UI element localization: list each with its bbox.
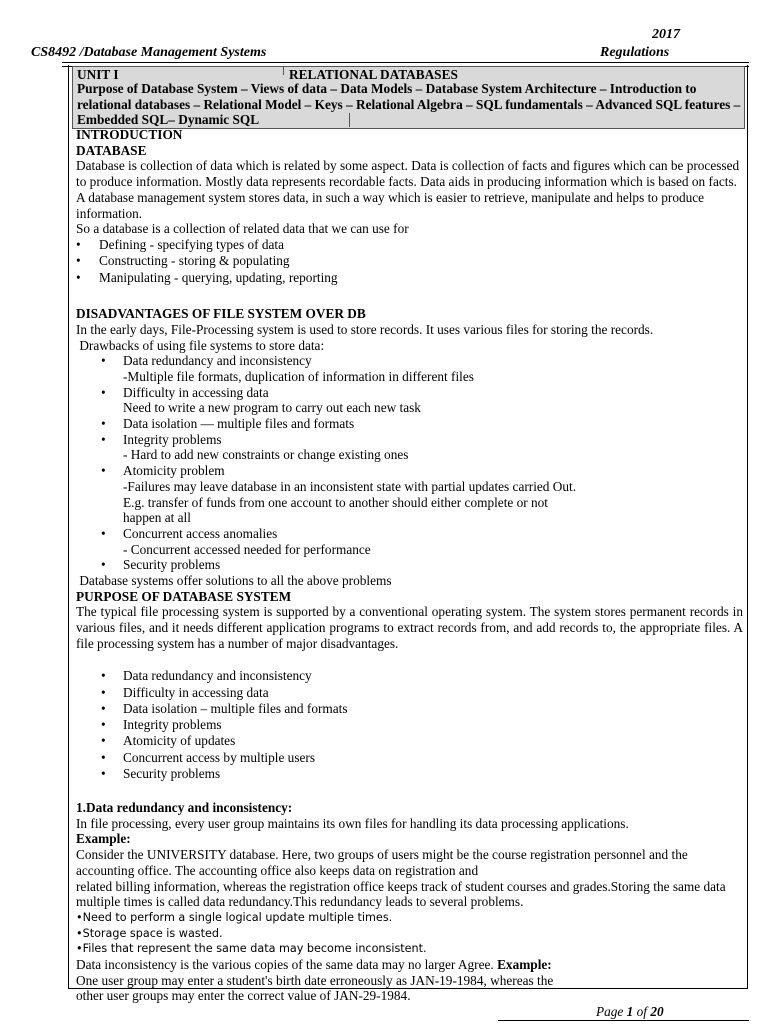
database-heading: DATABASE: [76, 142, 147, 158]
list-item: • Integrity problems: [76, 717, 743, 733]
page-of: of: [633, 1004, 651, 1019]
list-item-detail: -Multiple file formats, duplication of information in different files: [123, 368, 474, 384]
list-item: • Security problems: [76, 766, 743, 782]
list-item: • Manipulating - querying, updating, reporting: [76, 270, 743, 287]
list-item: • Atomicity problem: [76, 463, 743, 479]
example-label: Example:: [76, 831, 131, 847]
redundancy-line: related billing information, whereas the registration office keeps track of student courses and grades.Storing the same data multiple times is called data redundancy.This redundancy leads to several problems.: [76, 878, 726, 910]
inconsistency-line: [76, 957, 743, 973]
list-item: • Integrity problems: [76, 432, 743, 448]
unit-syllabus: Purpose of Database System – Views of data – Data Models – Database System Architecture – Introduction to relational databases – Relational Model – Keys – Relational Algebra – SQL fundamentals – Advanced SQL features – Embedded SQL– Dynamic SQL: [77, 81, 741, 127]
disadvantages-heading: DISADVANTAGES OF FILE SYSTEM OVER DB: [76, 306, 366, 322]
intro-heading: INTRODUCTION: [76, 127, 183, 142]
header-year: 2017: [652, 27, 680, 42]
purpose-paragraph: The typical file processing system is supported by a conventional operating system. The system stores permanent records in various files, and it needs different application programs to extract records from, and add records to, the appropriate files. A file processing system has a number of major disadvantages.: [76, 604, 743, 651]
purpose-heading: PURPOSE OF DATABASE SYSTEM: [76, 588, 292, 604]
list-item: • Difficulty in accessing data: [76, 385, 743, 401]
redundancy-line: In file processing, every user group maintains its own files for handling its data processing applications.: [76, 815, 629, 831]
list-item-detail: Need to write a new program to carry out each new task: [123, 400, 421, 416]
redundancy-problem: •Files that represent the same data may become inconsistent.: [76, 942, 427, 956]
list-item: • Data redundancy and inconsistency: [76, 668, 743, 684]
page-prefix: Page: [596, 1004, 627, 1019]
list-item-detail: E.g. transfer of funds from one account to another should either complete or not: [123, 494, 549, 510]
list-item: • Data isolation – multiple files and formats: [76, 701, 743, 717]
list-item: • Atomicity of updates: [76, 733, 743, 749]
list-item: • Data redundancy and inconsistency: [76, 353, 743, 369]
purpose-list: [76, 668, 743, 782]
disadvantages-closing: Database systems offer solutions to all the above problems: [76, 573, 392, 589]
unit-box: [72, 66, 745, 129]
redundancy-line: One user group may enter a student's birth date erroneously as JAN-19-1984, whereas the: [76, 972, 554, 988]
list-item: • Data isolation — multiple files and formats: [76, 416, 743, 432]
disadvantages-line: Drawbacks of using file systems to store data:: [76, 337, 325, 353]
unit-divider: [283, 67, 284, 75]
page-total: 20: [650, 1004, 664, 1019]
list-item-detail: - Concurrent accessed needed for performance: [123, 541, 371, 557]
redundancy-problem: •Need to perform a single logical update multiple times.: [76, 910, 393, 924]
list-item-detail: - Hard to add new constraints or change existing ones: [123, 447, 409, 463]
drawbacks-list: [76, 353, 743, 573]
footer-rule: [498, 1020, 749, 1021]
list-item: • Concurrent access anomalies: [76, 526, 743, 542]
disadvantages-line: In the early days, File-Processing system is used to store records. It uses various files for storing the records.: [76, 321, 654, 337]
inconsistency-text: Data inconsistency is the various copies of the same data may no larger Agree.: [76, 957, 498, 973]
redundancy-problem: •Storage space is wasted.: [76, 926, 223, 940]
header-course-title: CS8492 /Database Management Systems: [31, 45, 267, 60]
redundancy-line: other user groups may enter the correct value of JAN-29-1984.: [76, 988, 411, 1004]
list-item-detail: -Failures may leave database in an inconsistent state with partial updates carried Out.: [123, 478, 577, 494]
redundancy-line: Consider the UNIVERSITY database. Here, two groups of users might be the course registration personnel and the accounting office. The accounting office also keeps data on registration and: [76, 847, 688, 878]
list-item: • Defining - specifying types of data: [76, 237, 743, 254]
page-number: [596, 1004, 664, 1020]
example-label: Example:: [497, 957, 552, 973]
database-paragraph: Database is collection of data which is related by some aspect. Data is collection of facts and figures which can be processed to produce information. Mostly data represents recordable facts. Data aids in producing information which is based on facts. A database management system stores data, in such a way which is easier to retrieve, manipulate and helps to produce information.: [76, 158, 740, 221]
list-item: • Difficulty in accessing data: [76, 685, 743, 701]
page-current: 1: [626, 1004, 634, 1019]
list-item: • Constructing - storing & populating: [76, 253, 743, 270]
page-content: [76, 127, 743, 1004]
unit-label: UNIT I: [77, 67, 119, 82]
header-regulations: Regulations: [600, 45, 670, 60]
redundancy-heading: 1.Data redundancy and inconsistency:: [76, 800, 293, 816]
unit-syllabus-end: [349, 113, 350, 127]
unit-title: RELATIONAL DATABASES: [289, 67, 458, 82]
list-item: • Security problems: [76, 557, 743, 573]
database-lead: So a database is a collection of related data that we can use for: [76, 221, 409, 237]
list-item: • Concurrent access by multiple users: [76, 750, 743, 766]
list-item-detail: happen at all: [123, 510, 191, 526]
database-uses-list: [76, 237, 743, 287]
